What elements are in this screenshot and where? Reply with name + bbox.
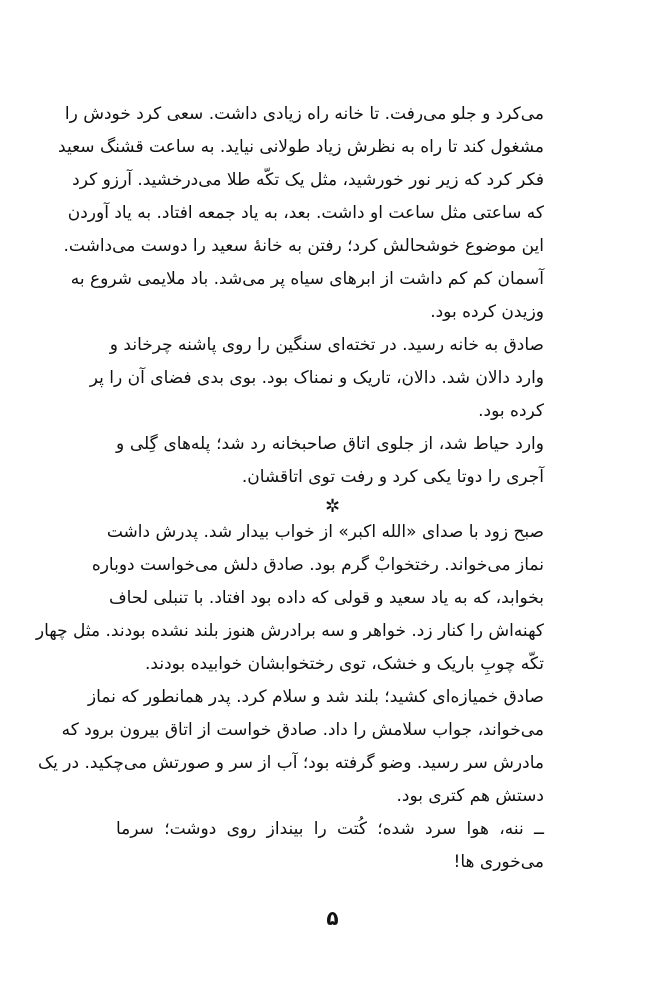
text-line: کهنه‌اش را کنار زد. خواهر و سه برادرش هنوز بلند نشده بودند. مثل چهار [35,621,544,641]
text-line: فکر کرد که زیر نور خورشید، مثل یک تکّه طلا می‌درخشید. آرزو کرد [72,170,544,190]
text-line: تکّه چوبِ باریک و خشک، توی رختخوابشان خوابیده بودند. [145,654,544,674]
text-line: کرده بود. [478,401,544,421]
text-line: آسمان کم کم داشت از ابرهای سیاه پر می‌شد. باد ملایمی شروع به [70,269,544,289]
text-line: که ساعتی مثل ساعت او داشت. بعد، به یاد جمعه افتاد. به یاد آوردن [67,203,544,223]
text-line: مادرش سر رسید. وضو گرفته بود؛ آب از سر و صورتش می‌چکید. در یک [37,753,544,773]
text-line: می‌خواند، جواب سلامش را داد. صادق خواست از اتاق بیرون برود که [61,720,544,740]
text-line: بخوابد، که به یاد سعید و قولی که داده بود افتاد. با تنبلی لحاف [109,588,544,608]
text-line: صادق به خانه رسید. در تخته‌ای سنگین را روی پاشنه چرخاند و [109,335,544,355]
text-line: ــ ننه، هوا سرد شده؛ کُتت را بینداز روی دوشت؛ سرما [116,819,544,839]
text-line: صبح زود با صدای «الله اکبر» از خواب بیدار شد. پدرش داشت [106,522,544,542]
page-number: ۵ [326,906,339,930]
text-line: دستش هم کتری بود. [396,786,544,806]
text-line: می‌خوری ها! [453,852,544,872]
section-divider-ornament: ✲ [324,496,341,517]
text-line: وزیدن کرده بود. [430,302,544,322]
text-line: می‌کرد و جلو می‌رفت. تا خانه راه زیادی داشت. سعی کرد خودش را [64,104,544,124]
story-section-2 [35,521,544,873]
story-section-1 [58,103,544,488]
text-line: نماز می‌خواند. رختخوابْ گرم بود. صادق دلش می‌خواست دوباره [91,555,544,575]
text-line: آجری را دوتا یکی کرد و رفت توی اتاقشان. [241,467,544,487]
text-line: وارد دالان شد. دالان، تاریک و نمناک بود. بوی بدی فضای آن را پر [89,368,544,388]
text-line: مشغول کند تا راه به نظرش زیاد طولانی نیاید. به ساعت قشنگ سعید [58,137,544,157]
text-line: این موضوع خوشحالش کرد؛ رفتن به خانهٔ سعید را دوست می‌داشت. [63,236,544,256]
text-line: وارد حیاط شد، از جلوی اتاق صاحبخانه رد شد؛ پله‌های گِلی و [116,434,544,454]
text-line: صادق خمیازه‌ای کشید؛ بلند شد و سلام کرد. پدر همانطور که نماز [87,687,544,707]
